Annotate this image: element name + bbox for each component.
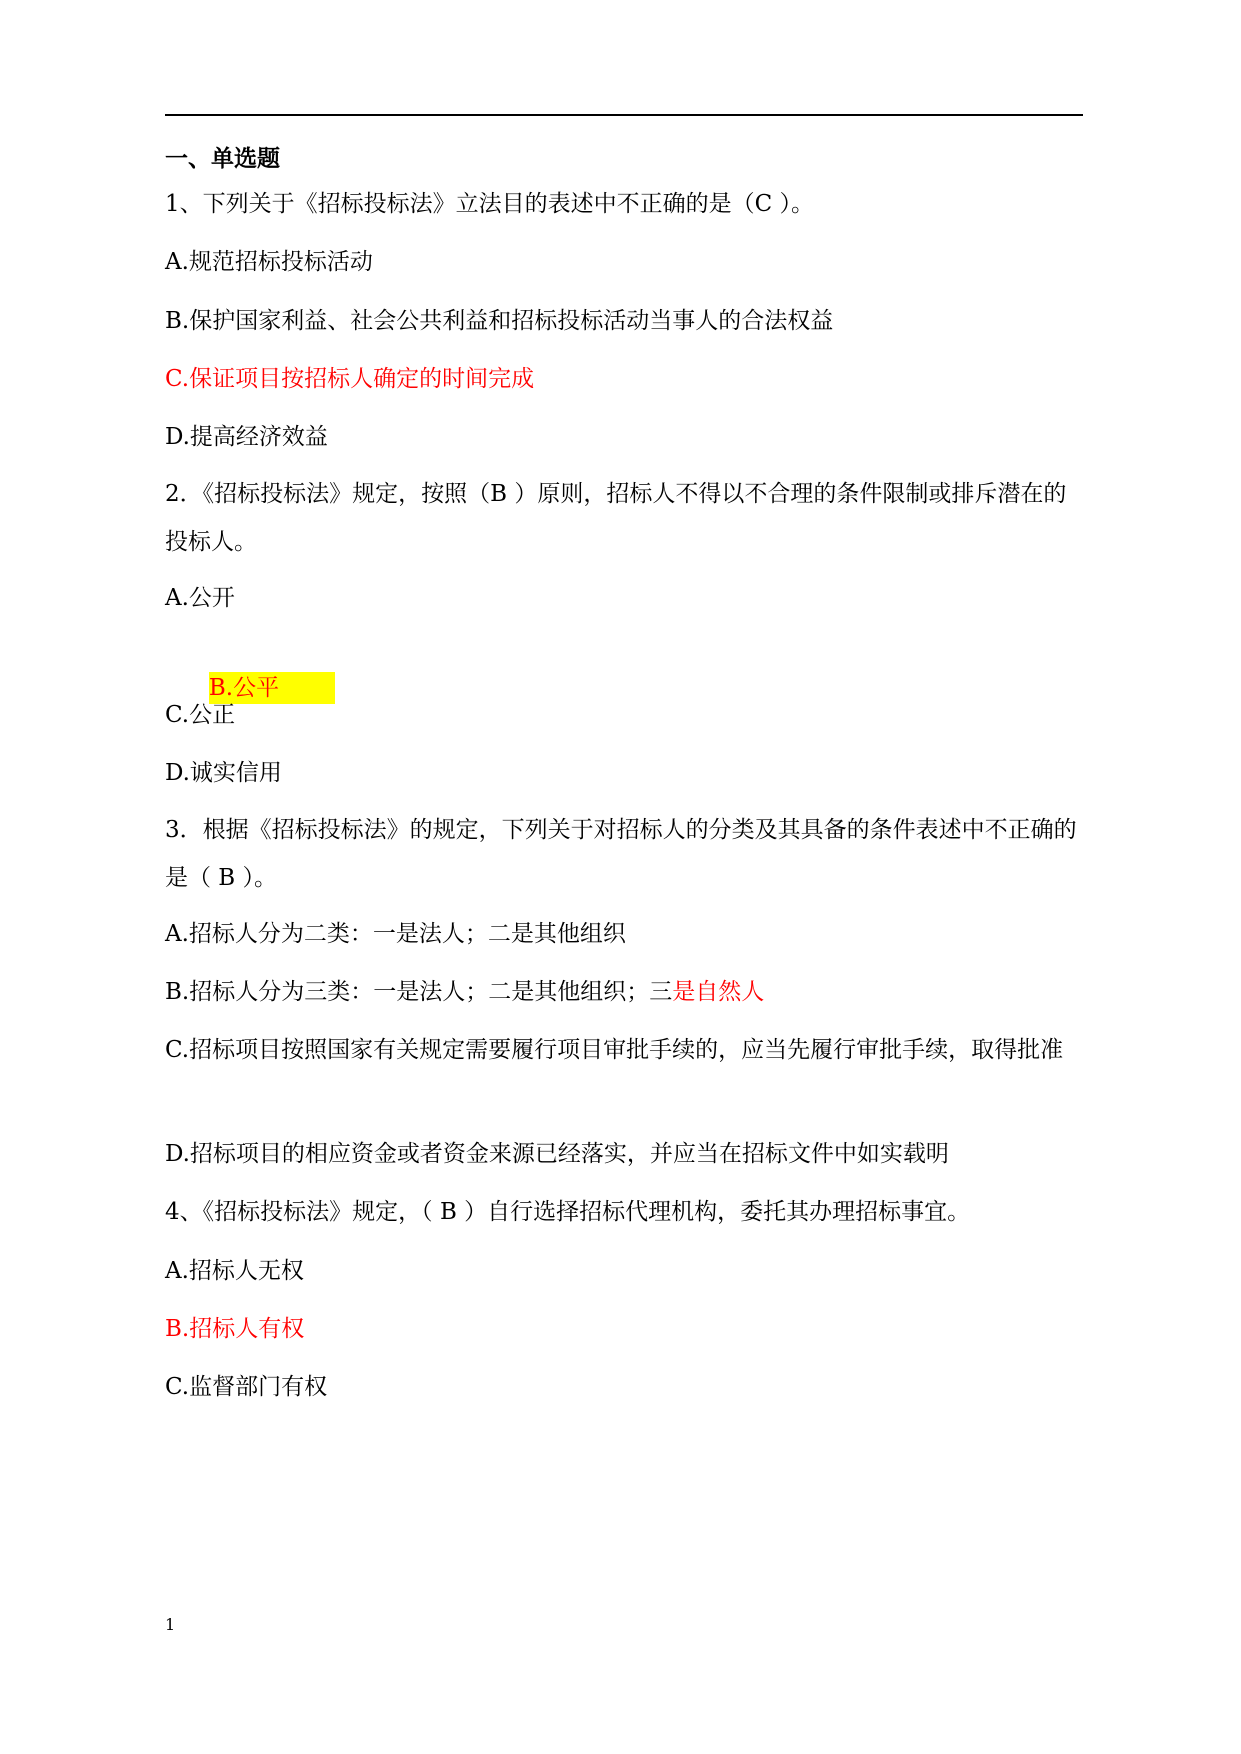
question-1-stem: 1、下列关于《招标投标法》立法目的表述中不正确的是（C ）。 — [165, 191, 815, 217]
question-3-option-b-prefix: B.招标人分为三类：一是法人；二是其他组织；三 — [165, 979, 673, 1005]
question-4-option-b-answer: B.招标人有权 — [165, 1316, 305, 1342]
question-2-option-a: A.公开 — [165, 585, 235, 611]
question-2-option-c: C.公正 — [165, 702, 236, 728]
question-4-option-a: A.招标人无权 — [165, 1258, 304, 1284]
question-3-option-a: A.招标人分为二类：一是法人；二是其他组织 — [165, 921, 626, 947]
answer-highlight: B.公平 — [209, 672, 335, 704]
question-1-option-c-answer: C.保证项目按招标人确定的时间完成 — [165, 366, 535, 392]
section-heading: 一、单选题 — [165, 146, 280, 172]
question-2-stem: 2．《招标投标法》规定，按照（B ）原则，招标人不得以不合理的条件限制或排斥潜在的投标人。 — [165, 481, 1067, 555]
question-2-option-d: D.诚实信用 — [165, 760, 282, 786]
question-3-option-d: D.招标项目的相应资金或者资金来源已经落实，并应当在招标文件中如实载明 — [165, 1141, 949, 1167]
question-3-option-b — [165, 976, 764, 1008]
header-rule — [165, 114, 1083, 116]
question-3-option-b-answer-suffix: 是自然人 — [672, 979, 765, 1005]
question-3-option-c: C.招标项目按照国家有关规定需要履行项目审批手续的，应当先履行审批手续，取得批准 — [165, 1037, 1064, 1063]
page-number: 1 — [165, 1615, 176, 1634]
question-1-option-b: B.保护国家利益、社会公共利益和招标投标活动当事人的合法权益 — [165, 308, 834, 334]
question-4-option-c: C.监督部门有权 — [165, 1374, 328, 1400]
question-1-option-a: A.规范招标投标活动 — [165, 249, 373, 275]
question-4-stem: 4、《招标投标法》规定，（ B ）自行选择招标代理机构，委托其办理招标事宜。 — [165, 1199, 971, 1225]
question-3-stem: 3．根据《招标投标法》的规定，下列关于对招标人的分类及其具备的条件表述中不正确的是（ B ）。 — [165, 817, 1077, 891]
question-1-option-d: D.提高经济效益 — [165, 424, 328, 450]
